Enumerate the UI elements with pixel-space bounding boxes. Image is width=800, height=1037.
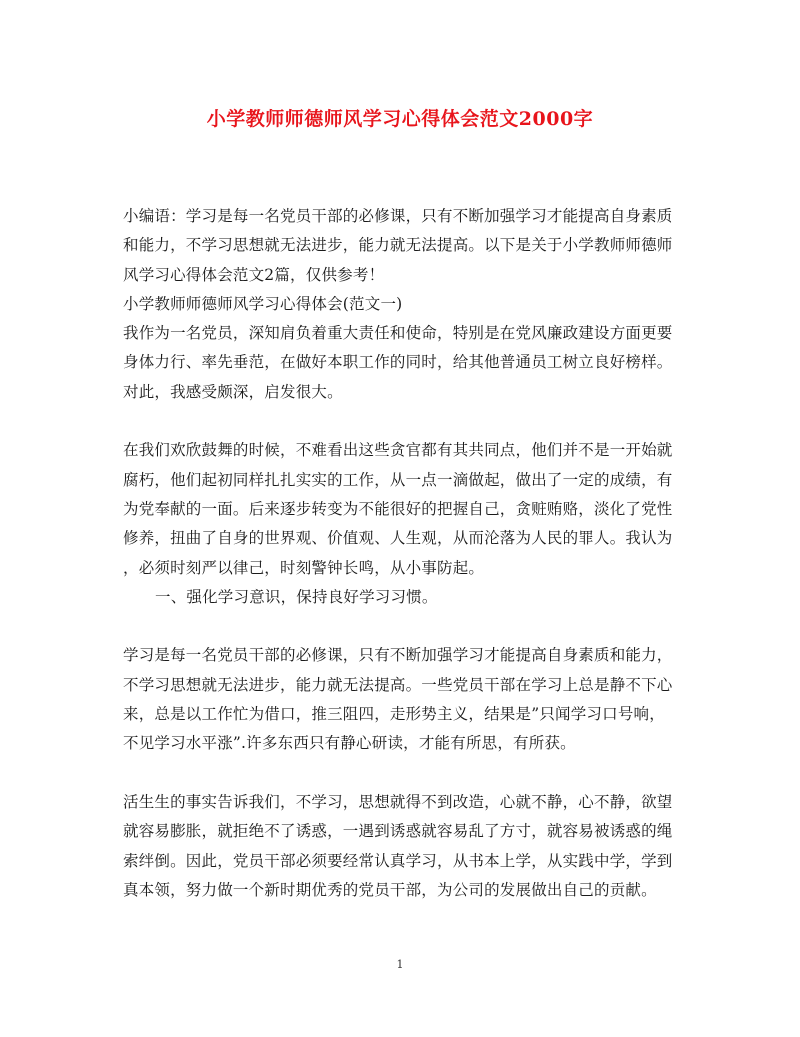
intro-paragraph (123, 202, 683, 290)
text-line: 身体力行、率先垂范，在做好本职工作的同时，给其他普通员工树立良好榜样。 (123, 353, 673, 372)
text-line: 不见学习水平涨”.许多东西只有静心研读，才能有所思，有所获。 (123, 734, 576, 753)
text-line: 就容易膨胀，就拒绝不了诱惑，一遇到诱惑就容易乱了方寸，就容易被诱惑的绳 (123, 822, 673, 841)
text-line: 腐朽，他们起初同样扎扎实实的工作，从一点一滴做起，做出了一定的成绩，有 (123, 470, 673, 489)
paragraph (123, 788, 683, 905)
text-line: 活生生的事实告诉我们，不学习，思想就得不到改造，心就不静，心不静，欲望 (123, 792, 673, 811)
text-line: 真本领，努力做一个新时期优秀的党员干部，为公司的发展做出自己的贡献。 (123, 880, 657, 899)
text-line: 来，总是以工作忙为借口，推三阻四，走形势主义，结果是”只闻学习口号响， (123, 705, 665, 724)
text-line: 对此，我感受颇深，启发很大。 (123, 382, 343, 401)
paragraph-gap (123, 407, 683, 436)
text-line: 和能力，不学习思想就无法进步，能力就无法提高。以下是关于小学教师师德师 (123, 236, 673, 255)
text-line: 学习是每一名党员干部的必修课，只有不断加强学习才能提高自身素质和能力， (123, 646, 673, 665)
page-number: 1 (396, 958, 404, 971)
text-line: 索绊倒。因此，党员干部必须要经常认真学习，从书本上学，从实践中学，学到 (123, 851, 673, 870)
paragraph (123, 319, 683, 407)
text-line: 修养，扭曲了自身的世界观、价值观、人生观，从而沦落为人民的罪人。我认为 (123, 529, 673, 548)
text-line: 不学习思想就无法进步，能力就无法提高。一些党员干部在学习上总是静不下心 (123, 675, 673, 694)
paragraph (123, 641, 683, 758)
paragraph (123, 436, 683, 582)
text-line: 在我们欢欣鼓舞的时候，不难看出这些贪官都有其共同点，他们并不是一开始就 (123, 441, 673, 460)
document-body (123, 202, 683, 905)
document-title: 小学教师师德师风学习心得体会范文2000字 (206, 108, 594, 130)
paragraph-gap (123, 612, 683, 641)
text-line: ，必须时刻严以律己，时刻警钟长鸣，从小事防起。 (123, 558, 485, 577)
paragraph-gap (123, 759, 683, 788)
text-line: 小编语：学习是每一名党员干部的必修课，只有不断加强学习才能提高自身素质 (123, 207, 673, 225)
subheading: 一、强化学习意识，保持良好学习习惯。 (155, 587, 438, 606)
text-line: 风学习心得体会范文2篇，仅供参考！ (123, 265, 385, 284)
section-heading: 小学教师师德师风学习心得体会(范文一) (123, 294, 403, 313)
text-line: 我作为一名党员，深知肩负着重大责任和使命，特别是在党风廉政建设方面更要 (123, 324, 673, 343)
text-line: 为党奉献的一面。后来逐步转变为不能很好的把握自己，贪赃贿赂，淡化了党性 (123, 499, 673, 518)
